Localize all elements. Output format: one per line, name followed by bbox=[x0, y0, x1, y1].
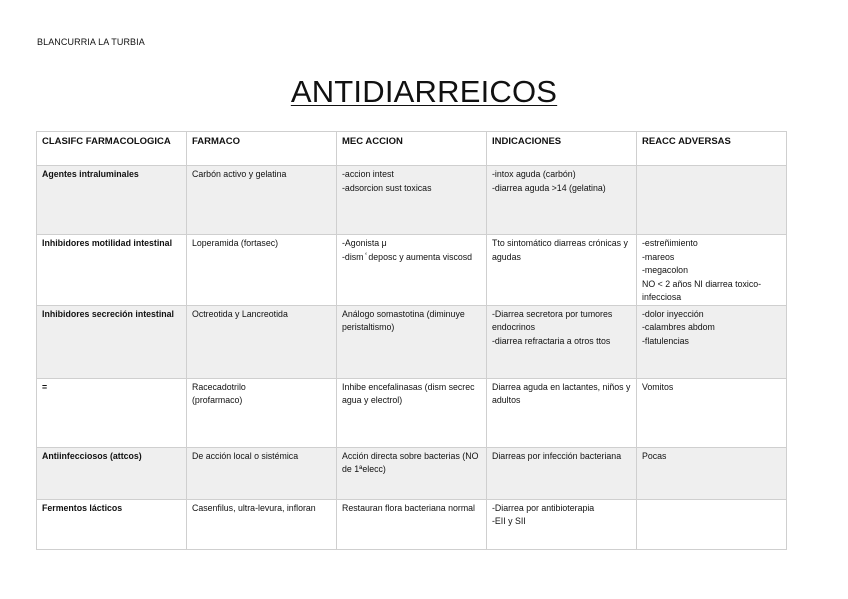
column-header: REACC ADVERSAS bbox=[637, 132, 787, 166]
cell-line: -diarrea refractaria a otros ttos bbox=[492, 335, 611, 346]
cell-indicaciones bbox=[487, 235, 637, 306]
cell-indicaciones bbox=[487, 378, 637, 447]
cell-line: -Diarrea secretora por tumores endocrinos bbox=[492, 308, 613, 332]
cell-farmaco bbox=[187, 447, 337, 499]
cell-line: Casenfilus, ultra-levura, infloran bbox=[192, 502, 316, 513]
cell-clasificacion bbox=[37, 166, 187, 235]
cell-line: -Diarrea por antibioterapia bbox=[492, 502, 595, 513]
cell-line: Acción directa sobre bacterias (NO de 1ªelecc) bbox=[342, 450, 479, 474]
cell-indicaciones bbox=[487, 447, 637, 499]
cell-reacciones bbox=[637, 305, 787, 378]
cell-line: -calambres abdom bbox=[642, 322, 715, 332]
cell-clasificacion bbox=[37, 378, 187, 447]
cell-mecanismo bbox=[337, 447, 487, 499]
cell-line: -diarrea aguda >14 (gelatina) bbox=[492, 182, 606, 193]
cell-mecanismo bbox=[337, 235, 487, 306]
cell-farmaco bbox=[187, 166, 337, 235]
table-row bbox=[37, 378, 787, 447]
cell-line: Inhibe encefalinasas (dism secrec agua y electrol) bbox=[342, 381, 475, 405]
table-row bbox=[37, 447, 787, 499]
drug-table bbox=[36, 131, 787, 550]
cell-mecanismo bbox=[337, 378, 487, 447]
cell-farmaco bbox=[187, 305, 337, 378]
cell-line: -accion intest bbox=[342, 169, 394, 179]
cell-line: Inhibidores motilidad intestinal bbox=[42, 238, 173, 248]
cell-farmaco bbox=[187, 378, 337, 447]
cell-line: Carbón activo y gelatina bbox=[192, 169, 287, 179]
table-header-row bbox=[37, 132, 787, 166]
cell-line: -dism ꙴ deposc y aumenta viscosd bbox=[342, 251, 473, 262]
cell-line: Análogo somastotina (diminuye peristaltismo) bbox=[342, 308, 465, 332]
cell-line: -adsorcion sust toxicas bbox=[342, 182, 432, 193]
cell-line: -estreñimiento bbox=[642, 238, 698, 248]
column-header: INDICACIONES bbox=[487, 132, 637, 166]
column-header: FARMACO bbox=[187, 132, 337, 166]
cell-indicaciones bbox=[487, 499, 637, 549]
cell-line: -megacolon bbox=[642, 265, 688, 275]
cell-clasificacion bbox=[37, 499, 187, 549]
column-header: CLASIFC FARMACOLOGICA bbox=[37, 132, 187, 166]
cell-line: Tto sintomático diarreas crónicas y agudas bbox=[492, 238, 628, 262]
cell-line: (profarmaco) bbox=[192, 395, 243, 405]
cell-farmaco bbox=[187, 499, 337, 549]
cell-farmaco bbox=[187, 235, 337, 306]
cell-line: Loperamida (fortasec) bbox=[192, 238, 279, 248]
cell-line: -dolor inyección bbox=[642, 308, 704, 319]
cell-reacciones bbox=[637, 378, 787, 447]
cell-clasificacion bbox=[37, 235, 187, 306]
cell-reacciones bbox=[637, 499, 787, 549]
cell-line: -Agonista μ bbox=[342, 238, 387, 248]
cell-line: Inhibidores secreción intestinal bbox=[42, 308, 174, 319]
cell-reacciones bbox=[637, 447, 787, 499]
table-row bbox=[37, 235, 787, 306]
cell-line: Antiinfecciosos (attcos) bbox=[42, 450, 142, 461]
cell-line: Octreotida y Lancreotida bbox=[192, 308, 288, 319]
cell-reacciones bbox=[637, 166, 787, 235]
cell-line: Diarreas por infección bacteriana bbox=[492, 450, 622, 461]
cell-line: -EII y SII bbox=[492, 516, 526, 526]
cell-line: Diarrea aguda en lactantes, niños y adultos bbox=[492, 381, 631, 405]
cell-indicaciones bbox=[487, 305, 637, 378]
cell-line: Pocas bbox=[642, 450, 667, 461]
cell-line: NO < 2 años NI diarrea toxico-infecciosa bbox=[642, 278, 762, 302]
table-row bbox=[37, 305, 787, 378]
cell-line: Restauran flora bacteriana normal bbox=[342, 502, 476, 513]
column-header: MEC ACCION bbox=[337, 132, 487, 166]
cell-line: = bbox=[42, 381, 48, 392]
cell-line: Fermentos lácticos bbox=[42, 502, 123, 513]
cell-line: -mareos bbox=[642, 251, 675, 262]
table-row bbox=[37, 166, 787, 235]
table-row bbox=[37, 499, 787, 549]
cell-line: -intox aguda (carbón) bbox=[492, 169, 576, 179]
cell-line: Agentes intraluminales bbox=[42, 169, 139, 179]
cell-line: De acción local o sistémica bbox=[192, 450, 299, 461]
cell-mecanismo bbox=[337, 305, 487, 378]
cell-clasificacion bbox=[37, 305, 187, 378]
cell-line: Vomitos bbox=[642, 381, 674, 392]
cell-line: -flatulencias bbox=[642, 335, 689, 346]
header-author: BLANCURRIA LA TURBIA bbox=[37, 37, 145, 47]
cell-mecanismo bbox=[337, 499, 487, 549]
cell-line: Racecadotrilo bbox=[192, 381, 246, 392]
cell-reacciones bbox=[637, 235, 787, 306]
cell-indicaciones bbox=[487, 166, 637, 235]
page-title: ANTIDIARREICOS bbox=[290, 74, 558, 109]
cell-clasificacion bbox=[37, 447, 187, 499]
cell-mecanismo bbox=[337, 166, 487, 235]
